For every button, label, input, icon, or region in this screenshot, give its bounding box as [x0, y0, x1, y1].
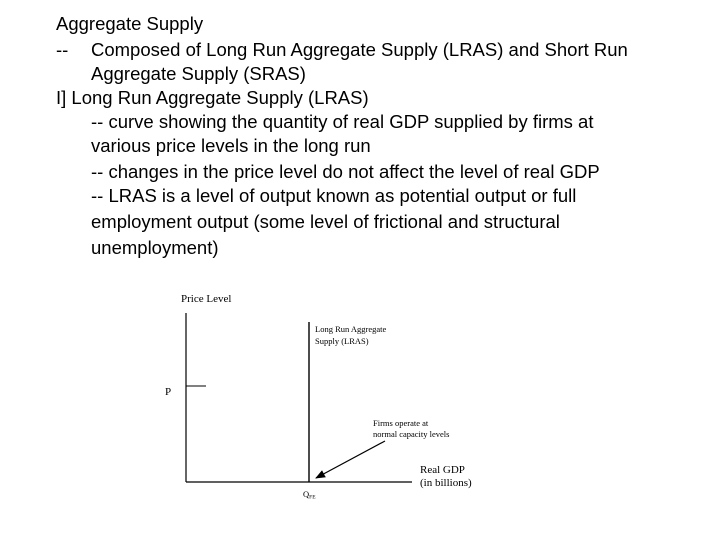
sub-bullet-definition-line2: various price levels in the long run: [91, 135, 371, 156]
annotation-arrow: [316, 441, 385, 478]
section-heading: I] Long Run Aggregate Supply (LRAS): [56, 87, 369, 108]
annotation-line2: normal capacity levels: [373, 429, 450, 439]
annotation-line1: Firms operate at: [373, 418, 429, 428]
sub-bullet-definition-line1: -- curve showing the quantity of real GDP supplied by firms at: [91, 111, 594, 132]
output-label: [303, 489, 316, 501]
lras-curve-label-line1: Long Run Aggregate: [315, 324, 387, 334]
lras-curve-label-line2: Supply (LRAS): [315, 336, 369, 346]
sub-bullet-potential-output-line2: employment output (some level of frictional and structural: [91, 211, 560, 232]
output-label-sub: FE: [309, 494, 316, 501]
x-axis-label-line1: Real GDP: [420, 464, 465, 476]
bullet-dash: --: [56, 39, 69, 60]
price-tick-label: P: [165, 386, 172, 398]
bullet-composed-line2: Aggregate Supply (SRAS): [91, 63, 306, 84]
slide-title: Aggregate Supply: [56, 13, 204, 34]
bullet-composed-line1: Composed of Long Run Aggregate Supply (LRAS) and Short Run: [91, 39, 628, 60]
y-axis-label: Price Level: [181, 293, 232, 305]
x-axis-label-line2: (in billions): [420, 477, 472, 489]
sub-bullet-price-level: -- changes in the price level do not affect the level of real GDP: [91, 161, 600, 182]
sub-bullet-potential-output-line3: unemployment): [91, 237, 219, 258]
output-label-main: Q: [303, 489, 310, 499]
sub-bullet-potential-output-line1: -- LRAS is a level of output known as potential output or full: [91, 185, 577, 206]
